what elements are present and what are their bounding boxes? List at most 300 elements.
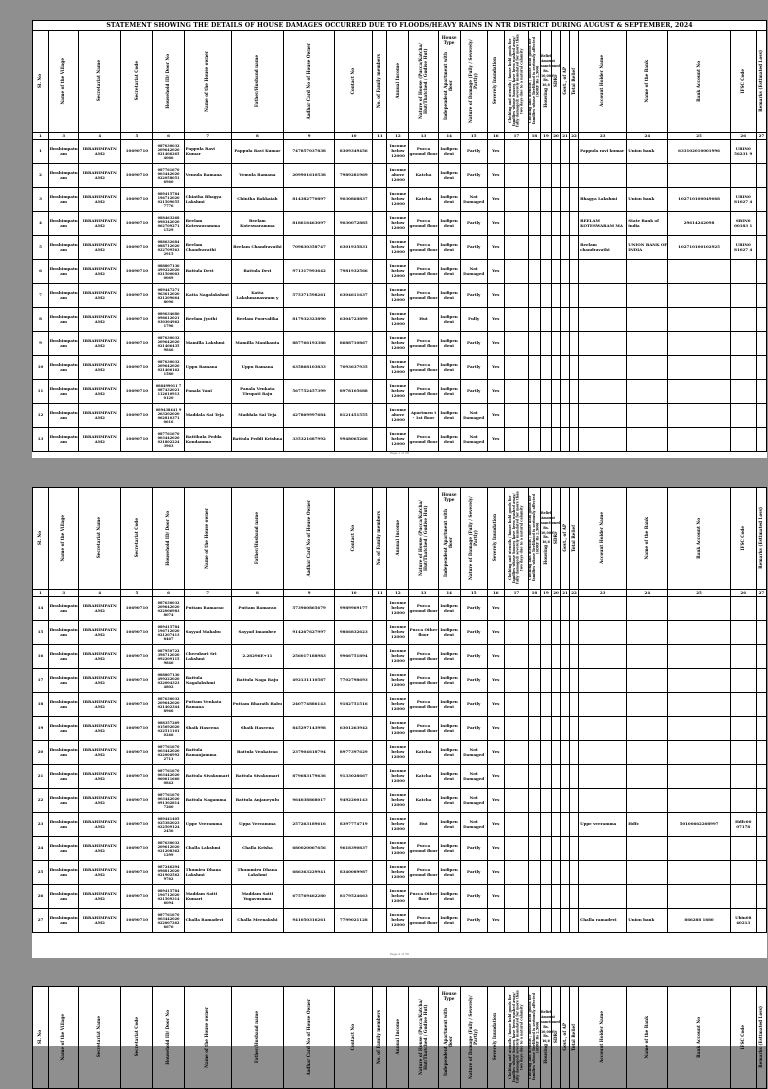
cell-secretariat-code: 10690710: [121, 308, 153, 332]
cell-ifsc: [730, 380, 756, 404]
cell-father-name: Maddala Sai Teja: [231, 404, 283, 428]
table-row: [33, 260, 767, 284]
cell-govt-ap: [561, 669, 570, 693]
cell-sdrf: [551, 212, 560, 236]
cell-nature-of-damage: Partly: [460, 332, 487, 356]
cell-ifsc: [730, 332, 756, 356]
column-number-cell: 16: [487, 133, 504, 140]
cell-family-members: [373, 597, 387, 621]
cell-father-name: Pappula Ravi Kumar: [231, 140, 283, 164]
table-row: [33, 380, 767, 404]
header-household-id: Household ID/ Door No: [165, 53, 171, 109]
cell-total-relief: [570, 861, 579, 885]
cell-ifsc: [730, 861, 756, 885]
cell-nature-of-damage: Partly: [460, 669, 487, 693]
header-nature-of-damage: Nature of Damage (Fully / Severely/ Partly): [467, 995, 478, 1079]
cell-annual-income: Income below 12000: [387, 741, 409, 765]
cell-household-id: 087246294 098812020 021902562 9762: [153, 861, 184, 885]
cell-annual-income: Income below 12000: [387, 188, 409, 212]
cell-sdrf: [551, 717, 560, 741]
cell-annual-income: Income below 12000: [387, 813, 409, 837]
cell-clothing: [504, 861, 528, 885]
cell-secretariat-code: 10690710: [121, 645, 153, 669]
cell-severely-inundation: Yes: [487, 597, 504, 621]
cell-clothing: [504, 741, 528, 765]
cell-aadhar: 887766193386: [283, 332, 334, 356]
cell-village: Ibrahimpatn am: [49, 164, 79, 188]
header-contact: Contact No: [350, 524, 356, 552]
header-annual-income: Annual Income: [394, 1019, 400, 1055]
cell-secretariat-code: 10690710: [121, 693, 153, 717]
header-house-type: Independent Apartment with floor: [443, 1007, 454, 1076]
header-owner-name: Name of the House owner: [204, 507, 210, 569]
header-family-members: No. of Family members: [376, 510, 382, 566]
cell-village: Ibrahimpatn am: [49, 693, 79, 717]
cell-remarks: [756, 428, 766, 452]
column-number-cell: 13: [409, 590, 438, 597]
cell-father-name: Puttam Bharath Babu: [231, 693, 283, 717]
cell-remarks: [756, 404, 766, 428]
cell-village: Ibrahimpatn am: [49, 837, 79, 861]
cell-nature-of-damage: Not Damaged: [460, 789, 487, 813]
header-livelihood-affected: Clothing and utensils / house hold goods for families whose livelihood is seriously affected (SDRF Rs 2,500): [527, 993, 540, 1081]
cell-account-no: [668, 260, 730, 284]
cell-clothing: [504, 428, 528, 452]
cell-sl-no: 21: [33, 765, 49, 789]
cell-total-relief: [570, 813, 579, 837]
cell-nature-of-damage: Partly: [460, 693, 487, 717]
cell-contact: 6301935831: [335, 236, 373, 260]
cell-house-type: Indipen dent: [438, 404, 460, 428]
cell-govt-ap: [561, 140, 570, 164]
cell-total-relief: [570, 332, 579, 356]
cell-govt-ap: [561, 909, 570, 933]
cell-bank-name: [627, 621, 668, 645]
cell-family-members: [373, 861, 387, 885]
column-number-cell: 6: [153, 133, 184, 140]
cell-nature-of-house: Pucca ground floor: [409, 212, 438, 236]
cell-house-type: Indipen dent: [438, 813, 460, 837]
cell-father-name: Beelam Chandravathi: [231, 236, 283, 260]
cell-house-type: Indipen dent: [438, 188, 460, 212]
cell-village: Ibrahimpatn am: [49, 236, 79, 260]
cell-livelihood: [528, 332, 540, 356]
column-number-cell: 21: [562, 590, 568, 595]
cell-nature-of-damage: Partly: [460, 861, 487, 885]
cell-annual-income: Income below 12000: [387, 380, 409, 404]
cell-nature-of-damage: Not Damaged: [460, 813, 487, 837]
header-severely-inundation: Severely Inundation: [492, 1013, 498, 1061]
cell-ifsc: [730, 308, 756, 332]
cell-severely-inundation: Yes: [487, 861, 504, 885]
cell-sl-no: 25: [33, 861, 49, 885]
table-body: [33, 597, 767, 933]
header-nature-of-house: Nature of House (Pucca/Katcha/ Hut/Thatched / Gudise Hut): [417, 43, 428, 119]
cell-bank-name: [627, 885, 668, 909]
cell-nature-of-house: Katcha: [409, 164, 438, 188]
cell-owner-name: Maddam Satti Kumari: [184, 885, 231, 909]
cell-livelihood: [528, 597, 540, 621]
cell-sl-no: 26: [33, 885, 49, 909]
table-body: [33, 140, 767, 452]
header-account-holder: Account Holder Name: [599, 1011, 605, 1063]
cell-house-type: Indipen dent: [438, 621, 460, 645]
cell-aadhar: 573960865679: [283, 597, 334, 621]
cell-annual-income: Income below 12000: [387, 885, 409, 909]
cell-housing: [540, 693, 551, 717]
cell-ifsc: [730, 765, 756, 789]
cell-annual-income: Income below 12000: [387, 428, 409, 452]
cell-severely-inundation: Yes: [487, 428, 504, 452]
cell-account-no: [668, 717, 730, 741]
cell-ifsc: SBIN0 00183 1: [730, 212, 756, 236]
cell-ifsc: [730, 164, 756, 188]
cell-govt-ap: [561, 693, 570, 717]
cell-nature-of-house: Hut: [409, 308, 438, 332]
cell-total-relief: [570, 260, 579, 284]
cell-bank-name: Union bank: [627, 140, 668, 164]
cell-ifsc: UBIN0 81027 4: [730, 236, 756, 260]
table-row: [33, 789, 767, 813]
cell-family-members: [373, 188, 387, 212]
cell-contact: 6304723899: [335, 308, 373, 332]
cell-nature-of-house: Pucca ground floor: [409, 909, 438, 933]
cell-secretariat-code: 10690710: [121, 717, 153, 741]
cell-clothing: [504, 212, 528, 236]
cell-annual-income: Income above 12000: [387, 164, 409, 188]
cell-severely-inundation: Yes: [487, 356, 504, 380]
cell-household-id: 087630032 209642020 022006983 8074: [153, 597, 184, 621]
cell-annual-income: Income below 12000: [387, 909, 409, 933]
cell-owner-name: Uppu Ramana: [184, 356, 231, 380]
cell-account-holder: [579, 837, 627, 861]
cell-total-relief: [570, 693, 579, 717]
cell-owner-name: Challa Lakshmi: [184, 837, 231, 861]
cell-nature-of-house: Pucca Other floor: [409, 885, 438, 909]
cell-household-id: 088807136 499222020 021500003 0069: [153, 260, 184, 284]
cell-sl-no: 3: [33, 188, 49, 212]
cell-nature-of-house: Pucca ground floor: [409, 236, 438, 260]
cell-sl-no: 12: [33, 404, 49, 428]
cell-nature-of-damage: Partly: [460, 236, 487, 260]
document-title: STATEMENT SHOWING THE DETAILS OF HOUSE DAMAGES OCCURRED DUE TO FLOODS/HEAVY RAINS IN NTR DISTRICT DURING AUGUST & SEPTEMBER, 2024: [32, 20, 767, 30]
header-secretariat-code: Secretariat Code: [133, 61, 139, 101]
cell-clothing: [504, 669, 528, 693]
column-number-cell: 23: [579, 590, 627, 597]
cell-housing: [540, 909, 551, 933]
cell-family-members: [373, 645, 387, 669]
cell-bank-name: [627, 260, 668, 284]
header-household-id: Household ID/ Door No: [165, 1009, 171, 1065]
cell-livelihood: [528, 669, 540, 693]
cell-household-id: 089441405 025382023 022509124 2456: [153, 813, 184, 837]
cell-account-holder: [579, 789, 627, 813]
cell-contact: 9966751894: [335, 645, 373, 669]
cell-sdrf: [551, 741, 560, 765]
cell-remarks: [756, 380, 766, 404]
header-household-id: Household ID/ Door No: [165, 510, 171, 566]
cell-father-name: Uppu Ramana: [231, 356, 283, 380]
cell-ifsc: [730, 621, 756, 645]
cell-father-name: Challa Krisha: [231, 837, 283, 861]
header-housing: Housing: [542, 87, 548, 108]
header-housing: Housing: [542, 544, 548, 565]
cell-village: Ibrahimpatn am: [49, 741, 79, 765]
cell-father-name: Sayyad Imambee: [231, 621, 283, 645]
cell-annual-income: Income below 12000: [387, 212, 409, 236]
header-bank-name: Name of the Bank: [643, 59, 649, 103]
cell-severely-inundation: Yes: [487, 621, 504, 645]
table-row: [33, 597, 767, 621]
cell-sdrf: [551, 621, 560, 645]
cell-housing: [540, 597, 551, 621]
cell-bank-name: [627, 428, 668, 452]
cell-total-relief: [570, 356, 579, 380]
cell-household-id: 088499011 7 087432021 112610913 0120: [153, 380, 184, 404]
header-severely-inundation: Severely Inundation: [492, 57, 498, 105]
cell-severely-inundation: Yes: [487, 212, 504, 236]
cell-govt-ap: [561, 645, 570, 669]
cell-account-holder: [579, 621, 627, 645]
cell-livelihood: [528, 188, 540, 212]
cell-village: Ibrahimpatn am: [49, 597, 79, 621]
column-number-cell: 9: [283, 133, 334, 140]
cell-house-type: Indipen dent: [438, 284, 460, 308]
cell-housing: [540, 717, 551, 741]
header-father-name: Father/Husband name: [253, 511, 259, 565]
cell-annual-income: Income above 12000: [387, 404, 409, 428]
cell-severely-inundation: Yes: [487, 284, 504, 308]
cell-housing: [540, 837, 551, 861]
cell-sdrf: [551, 693, 560, 717]
cell-livelihood: [528, 284, 540, 308]
cell-account-holder: Bhagya Lakshmi: [579, 188, 627, 212]
header-village: Name of the Village: [60, 514, 66, 562]
cell-housing: [540, 885, 551, 909]
cell-secretariat-code: 10690710: [121, 861, 153, 885]
cell-village: Ibrahimpatn am: [49, 669, 79, 693]
cell-account-holder: [579, 260, 627, 284]
cell-remarks: [756, 789, 766, 813]
cell-severely-inundation: Yes: [487, 669, 504, 693]
cell-remarks: [756, 861, 766, 885]
cell-owner-name: Beelam Chandravathi: [184, 236, 231, 260]
cell-account-no: [668, 428, 730, 452]
cell-account-no: [668, 861, 730, 885]
cell-household-id: 089438441 9 263202020 062810371 0616: [153, 404, 184, 428]
header-remarks: Remarks (Estimated Loss): [757, 50, 763, 112]
cell-total-relief: [570, 765, 579, 789]
cell-account-no: [668, 621, 730, 645]
cell-house-type: Indipen dent: [438, 380, 460, 404]
cell-severely-inundation: Yes: [487, 260, 504, 284]
cell-family-members: [373, 909, 387, 933]
cell-severely-inundation: Yes: [487, 404, 504, 428]
cell-livelihood: [528, 837, 540, 861]
cell-account-no: 102710100049068: [668, 188, 730, 212]
column-number-row: [33, 590, 767, 597]
header-sl-no: Sl. No: [37, 530, 43, 546]
column-number-cell: 19: [540, 133, 551, 140]
cell-remarks: [756, 669, 766, 693]
cell-family-members: [373, 789, 387, 813]
cell-secretariat-name: IBRAHIMPATN AM2: [79, 212, 121, 236]
header-secretariat-name: Secretariat Name: [96, 517, 102, 559]
cell-secretariat-code: 10690710: [121, 885, 153, 909]
cell-father-name: Mamilla Manikanta: [231, 332, 283, 356]
cell-sl-no: 5: [33, 236, 49, 260]
cell-account-no: [668, 765, 730, 789]
cell-sl-no: 4: [33, 212, 49, 236]
cell-total-relief: [570, 140, 579, 164]
cell-nature-of-damage: Partly: [460, 597, 487, 621]
header-sdrf: SDRF: [552, 1030, 558, 1044]
cell-housing: [540, 188, 551, 212]
cell-govt-ap: [561, 765, 570, 789]
cell-account-holder: [579, 669, 627, 693]
header-govt-ap: Govt., of AP: [561, 67, 567, 95]
cell-secretariat-code: 10690710: [121, 236, 153, 260]
cell-account-no: [668, 380, 730, 404]
cell-secretariat-name: IBRAHIMPATN AM2: [79, 789, 121, 813]
cell-account-holder: [579, 380, 627, 404]
cell-secretariat-code: 10690710: [121, 164, 153, 188]
cell-sl-no: 18: [33, 693, 49, 717]
cell-aadhar: 879683179636: [283, 765, 334, 789]
cell-nature-of-house: Pucca ground floor: [409, 140, 438, 164]
column-number-cell: 23: [579, 133, 627, 140]
column-number-cell: 14: [438, 590, 460, 597]
table-row: [33, 741, 767, 765]
cell-account-holder: [579, 356, 627, 380]
cell-contact: 8688710867: [335, 332, 373, 356]
cell-contact: 6301263942: [335, 717, 373, 741]
cell-father-name: Panala Venkata Tirupati Raju: [231, 380, 283, 404]
cell-nature-of-house: Pucca ground floor: [409, 597, 438, 621]
cell-house-type: Indipen dent: [438, 308, 460, 332]
cell-livelihood: [528, 717, 540, 741]
cell-village: Ibrahimpatn am: [49, 813, 79, 837]
cell-clothing: [504, 765, 528, 789]
cell-household-id: 087630032 209642020 021402344 8966: [153, 693, 184, 717]
table-row: [33, 861, 767, 885]
cell-secretariat-code: 10690710: [121, 813, 153, 837]
header-annual-income: Annual Income: [394, 63, 400, 99]
cell-contact: 9948065266: [335, 428, 373, 452]
cell-ifsc: UBIN0 56231 9: [730, 140, 756, 164]
cell-nature-of-house: Pucca ground floor: [409, 837, 438, 861]
cell-govt-ap: [561, 789, 570, 813]
cell-family-members: [373, 404, 387, 428]
cell-owner-name: Panala Vani: [184, 380, 231, 404]
cell-severely-inundation: Yes: [487, 236, 504, 260]
cell-total-relief: [570, 404, 579, 428]
cell-govt-ap: [561, 428, 570, 452]
header-bank-name: Name of the Bank: [643, 1015, 649, 1059]
cell-bank-name: [627, 356, 668, 380]
header-contact: Contact No: [350, 67, 356, 95]
cell-secretariat-name: IBRAHIMPATN AM2: [79, 332, 121, 356]
cell-father-name: Battula Sivakumari: [231, 765, 283, 789]
cell-village: Ibrahimpatn am: [49, 428, 79, 452]
cell-govt-ap: [561, 741, 570, 765]
header-sl-no: Sl. No: [37, 73, 43, 89]
cell-livelihood: [528, 621, 540, 645]
cell-annual-income: Income below 12000: [387, 621, 409, 645]
cell-remarks: [756, 260, 766, 284]
header-ifsc: IFSC Code: [739, 525, 745, 551]
cell-govt-ap: [561, 356, 570, 380]
header-father-name: Father/Husband name: [253, 1010, 259, 1064]
cell-sdrf: [551, 188, 560, 212]
header-bank-name: Name of the Bank: [643, 516, 649, 560]
table-row: [33, 885, 767, 909]
header-house-type: Independent Apartment with floor: [443, 508, 454, 577]
cell-livelihood: [528, 765, 540, 789]
cell-ifsc: [730, 741, 756, 765]
cell-govt-ap: [561, 861, 570, 885]
cell-household-id: 087761670 003442020 022006992 2711: [153, 741, 184, 765]
cell-annual-income: Income below 12000: [387, 645, 409, 669]
cell-contact: 9030072885: [335, 212, 373, 236]
cell-aadhar: 817932323890: [283, 308, 334, 332]
header-nature-of-house: Nature of House (Pucca/Katcha/ Hut/Thatched / Gudise Hut): [417, 999, 428, 1075]
cell-aadhar: 747857037838: [283, 140, 334, 164]
header-relief-group: Relief Amount sanctioned Rs. 10,000 Rs. 16,6: [540, 1010, 561, 1044]
cell-household-id: 088807136 499222020 022004323 4802: [153, 669, 184, 693]
header-annual-income: Annual Income: [394, 520, 400, 556]
header-account-no: Bank Account No: [695, 517, 701, 559]
cell-sdrf: [551, 428, 560, 452]
cell-secretariat-name: IBRAHIMPATN AM2: [79, 717, 121, 741]
cell-house-type: Indipen dent: [438, 332, 460, 356]
cell-clothing: [504, 332, 528, 356]
cell-owner-name: Beelam Jyothi: [184, 308, 231, 332]
cell-housing: [540, 621, 551, 645]
header-secretariat-name: Secretariat Name: [96, 1016, 102, 1058]
cell-nature-of-house: Pucca ground floor: [409, 717, 438, 741]
cell-annual-income: Income below 12000: [387, 669, 409, 693]
cell-clothing: [504, 188, 528, 212]
cell-father-name: Vemula Ramana: [231, 164, 283, 188]
cell-house-type: Indipen dent: [438, 428, 460, 452]
cell-aadhar: 914267627997: [283, 621, 334, 645]
cell-contact: 6304611637: [335, 284, 373, 308]
header-total-relief: Total Relief: [570, 67, 576, 95]
cell-secretariat-name: IBRAHIMPATN AM2: [79, 164, 121, 188]
cell-account-holder: [579, 332, 627, 356]
cell-livelihood: [528, 140, 540, 164]
cell-secretariat-name: IBRAHIMPATN AM2: [79, 260, 121, 284]
cell-sl-no: 10: [33, 356, 49, 380]
cell-remarks: [756, 164, 766, 188]
cell-account-holder: [579, 861, 627, 885]
cell-family-members: [373, 260, 387, 284]
cell-account-holder: [579, 717, 627, 741]
column-number-cell: 9: [283, 590, 334, 597]
cell-clothing: [504, 404, 528, 428]
cell-family-members: [373, 332, 387, 356]
cell-family-members: [373, 693, 387, 717]
cell-nature-of-house: Pucca ground floor: [409, 284, 438, 308]
cell-sdrf: [551, 380, 560, 404]
cell-village: Ibrahimpatn am: [49, 308, 79, 332]
cell-clothing: [504, 813, 528, 837]
cell-livelihood: [528, 861, 540, 885]
cell-remarks: [756, 332, 766, 356]
cell-owner-name: Battula Devi: [184, 260, 231, 284]
cell-sl-no: 1: [33, 140, 49, 164]
